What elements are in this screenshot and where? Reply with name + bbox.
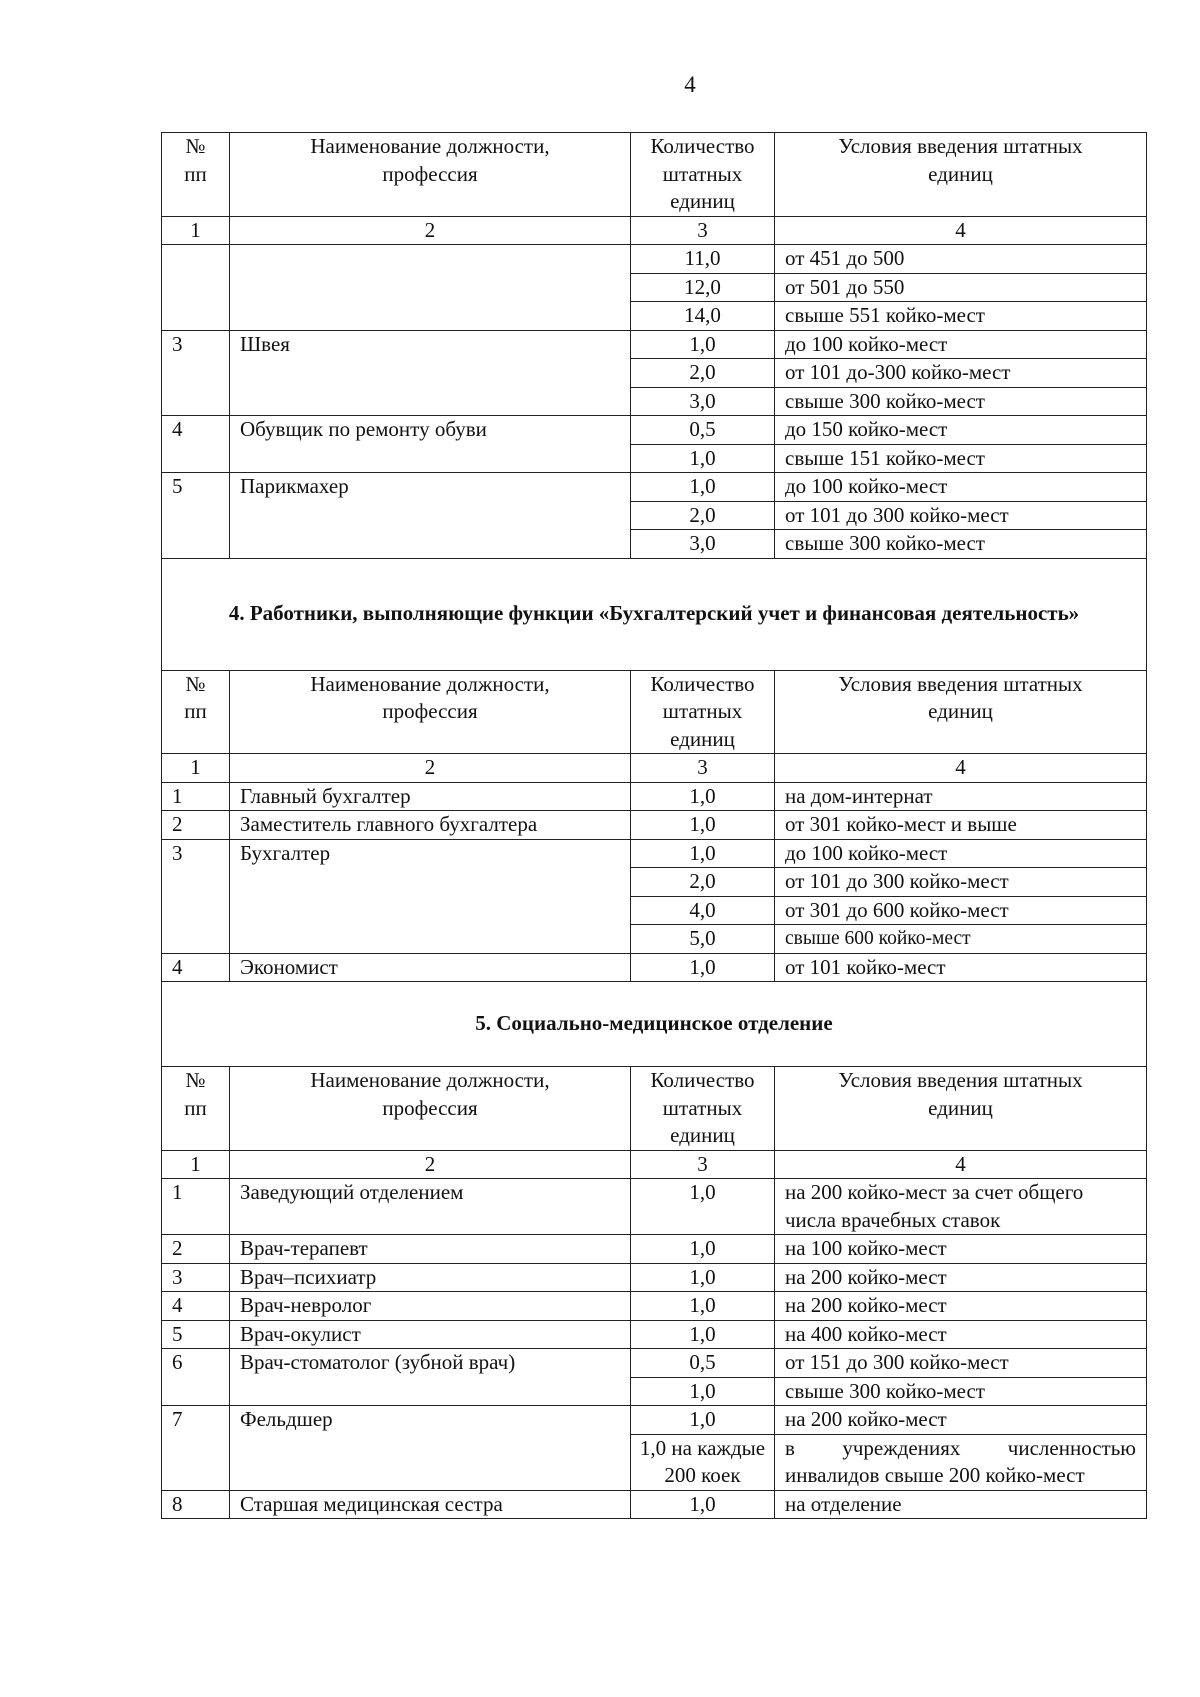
table-row — [162, 330, 1147, 359]
column-header-row — [162, 133, 1147, 217]
item-quantity: 2,0 — [631, 868, 775, 897]
item-condition: от 101 до 300 койко-мест — [775, 501, 1147, 530]
item-number: 4 — [162, 416, 230, 473]
item-number: 3 — [162, 839, 230, 953]
col-index-3: 3 — [631, 754, 775, 783]
item-condition: на 100 койко-мест — [775, 1235, 1147, 1264]
item-quantity: 1,0 — [631, 444, 775, 473]
item-quantity: 4,0 — [631, 896, 775, 925]
item-condition: свыше 300 койко-мест — [775, 1377, 1147, 1406]
item-name: Заместитель главного бухгалтера — [230, 811, 631, 840]
item-quantity: 11,0 — [631, 245, 775, 274]
col-index-4: 4 — [775, 754, 1147, 783]
item-quantity: 1,0 — [631, 1406, 775, 1435]
item-quantity: 0,5 — [631, 416, 775, 445]
col-index-4: 4 — [775, 216, 1147, 245]
item-name: Обувщик по ремонту обуви — [230, 416, 631, 473]
item-number: 5 — [162, 1320, 230, 1349]
item-name: Главный бухгалтер — [230, 782, 631, 811]
col-header-cond: Условия введения штатных единиц — [775, 1067, 1147, 1151]
item-quantity: 14,0 — [631, 302, 775, 331]
item-condition: на 400 койко-мест — [775, 1320, 1147, 1349]
item-condition: на дом-интернат — [775, 782, 1147, 811]
table-row — [162, 811, 1147, 840]
col-header-qty: Количество штатных единиц — [631, 1067, 775, 1151]
item-number: 1 — [162, 1179, 230, 1235]
table-row — [162, 473, 1147, 502]
col-header-num-label: № пп — [184, 1068, 207, 1120]
item-name: Врач-терапевт — [230, 1235, 631, 1264]
item-quantity: 1,0 — [631, 1179, 775, 1235]
item-quantity: 1,0 — [631, 811, 775, 840]
table-row — [162, 1406, 1147, 1435]
item-name: Экономист — [230, 953, 631, 982]
section-5-heading — [162, 982, 1147, 1067]
item-condition: свыше 600 койко-мест — [775, 925, 1147, 954]
item-quantity: 1,0 — [631, 839, 775, 868]
item-name: Швея — [230, 330, 631, 416]
item-name: Парикмахер — [230, 473, 631, 559]
column-index-row — [162, 754, 1147, 783]
item-condition: от 501 до 550 — [775, 273, 1147, 302]
item-name — [230, 245, 631, 331]
col-header-qty: Количество штатных единиц — [631, 670, 775, 754]
table-row — [162, 1320, 1147, 1349]
item-condition: от 301 до 600 койко-мест — [775, 896, 1147, 925]
item-number: 8 — [162, 1490, 230, 1519]
item-condition: от 101 койко-мест — [775, 953, 1147, 982]
col-header-name: Наименование должности, профессия — [230, 1067, 631, 1151]
item-condition: до 100 койко-мест — [775, 473, 1147, 502]
col-index-2: 2 — [230, 754, 631, 783]
item-number — [162, 245, 230, 331]
table-row — [162, 839, 1147, 868]
col-header-name: Наименование должности, профессия — [230, 133, 631, 217]
item-condition: до 100 койко-мест — [775, 330, 1147, 359]
col-header-cond: Условия введения штатных единиц — [775, 133, 1147, 217]
item-quantity: 1,0 — [631, 782, 775, 811]
col-index-4: 4 — [775, 1150, 1147, 1179]
item-name: Старшая медицинская сестра — [230, 1490, 631, 1519]
page-number: 4 — [684, 72, 696, 97]
item-number: 4 — [162, 1292, 230, 1321]
col-header-num-label: № пп — [184, 671, 207, 723]
item-condition: свыше 300 койко-мест — [775, 387, 1147, 416]
item-number: 7 — [162, 1406, 230, 1491]
item-name: Бухгалтер — [230, 839, 631, 953]
item-quantity: 1,0 — [631, 1377, 775, 1406]
table-row — [162, 1349, 1147, 1378]
item-quantity: 1,0 на каждые 200 коек — [631, 1434, 775, 1490]
table-row — [162, 1292, 1147, 1321]
item-condition: от 151 до 300 койко-мест — [775, 1349, 1147, 1378]
item-name: Врач-невролог — [230, 1292, 631, 1321]
item-quantity: 1,0 — [631, 330, 775, 359]
column-header-row — [162, 670, 1147, 754]
item-quantity: 1,0 — [631, 473, 775, 502]
col-index-2: 2 — [230, 1150, 631, 1179]
table-row — [162, 1235, 1147, 1264]
section-4-heading-title: 4. Работники, выполняющие функции «Бухгалтерский учет и финансовая деятельность» — [162, 558, 1147, 670]
col-index-1: 1 — [162, 1150, 230, 1179]
col-header-qty: Количество штатных единиц — [631, 133, 775, 217]
col-header-cond: Условия введения штатных единиц — [775, 670, 1147, 754]
item-quantity: 5,0 — [631, 925, 775, 954]
item-name: Врач-стоматолог (зубной врач) — [230, 1349, 631, 1406]
item-condition: в учреждениях численностью инвалидов свыше 200 койко-мест — [775, 1434, 1147, 1490]
item-condition: до 100 койко-мест — [775, 839, 1147, 868]
item-quantity: 1,0 — [631, 1263, 775, 1292]
item-number: 1 — [162, 782, 230, 811]
item-condition: до 150 койко-мест — [775, 416, 1147, 445]
table-row — [162, 416, 1147, 445]
item-condition: свыше 551 койко-мест — [775, 302, 1147, 331]
col-index-2: 2 — [230, 216, 631, 245]
table-row — [162, 1263, 1147, 1292]
item-quantity: 1,0 — [631, 953, 775, 982]
item-name: Врач–психиатр — [230, 1263, 631, 1292]
item-condition: от 451 до 500 — [775, 245, 1147, 274]
col-index-3: 3 — [631, 216, 775, 245]
col-index-1: 1 — [162, 216, 230, 245]
item-quantity: 3,0 — [631, 530, 775, 559]
col-header-num — [162, 1067, 230, 1151]
item-name: Фельдшер — [230, 1406, 631, 1491]
table-row — [162, 1179, 1147, 1235]
item-condition: на 200 койко-мест — [775, 1292, 1147, 1321]
item-number: 6 — [162, 1349, 230, 1406]
column-index-row — [162, 1150, 1147, 1179]
item-number: 3 — [162, 330, 230, 416]
staffing-table — [161, 132, 1147, 1519]
item-number: 5 — [162, 473, 230, 559]
section-4-heading — [162, 558, 1147, 670]
item-condition: на 200 койко-мест — [775, 1263, 1147, 1292]
item-quantity: 1,0 — [631, 1490, 775, 1519]
item-condition: свыше 151 койко-мест — [775, 444, 1147, 473]
item-number: 2 — [162, 811, 230, 840]
item-name: Заведующий отделением — [230, 1179, 631, 1235]
item-condition: на 200 койко-мест — [775, 1406, 1147, 1435]
item-name: Врач-окулист — [230, 1320, 631, 1349]
table-row — [162, 1490, 1147, 1519]
item-number: 3 — [162, 1263, 230, 1292]
col-header-num-label: № пп — [184, 134, 207, 186]
table-row — [162, 953, 1147, 982]
item-quantity: 2,0 — [631, 359, 775, 388]
item-quantity: 3,0 — [631, 387, 775, 416]
item-quantity: 1,0 — [631, 1235, 775, 1264]
item-condition: от 101 до-300 койко-мест — [775, 359, 1147, 388]
col-index-1: 1 — [162, 754, 230, 783]
col-index-3: 3 — [631, 1150, 775, 1179]
section-5-heading-title: 5. Социально-медицинское отделение — [162, 982, 1147, 1067]
item-quantity: 1,0 — [631, 1320, 775, 1349]
item-number: 2 — [162, 1235, 230, 1264]
col-header-num — [162, 670, 230, 754]
item-quantity: 1,0 — [631, 1292, 775, 1321]
item-condition: на отделение — [775, 1490, 1147, 1519]
table-row — [162, 782, 1147, 811]
item-quantity: 0,5 — [631, 1349, 775, 1378]
item-condition: на 200 койко-мест за счет общего числа врачебных ставок — [775, 1179, 1147, 1235]
item-condition: от 101 до 300 койко-мест — [775, 868, 1147, 897]
table-row — [162, 245, 1147, 274]
column-index-row — [162, 216, 1147, 245]
column-header-row — [162, 1067, 1147, 1151]
col-header-name: Наименование должности, профессия — [230, 670, 631, 754]
item-condition: свыше 300 койко-мест — [775, 530, 1147, 559]
item-quantity: 2,0 — [631, 501, 775, 530]
col-header-num — [162, 133, 230, 217]
item-number: 4 — [162, 953, 230, 982]
item-quantity: 12,0 — [631, 273, 775, 302]
item-condition: от 301 койко-мест и выше — [775, 811, 1147, 840]
